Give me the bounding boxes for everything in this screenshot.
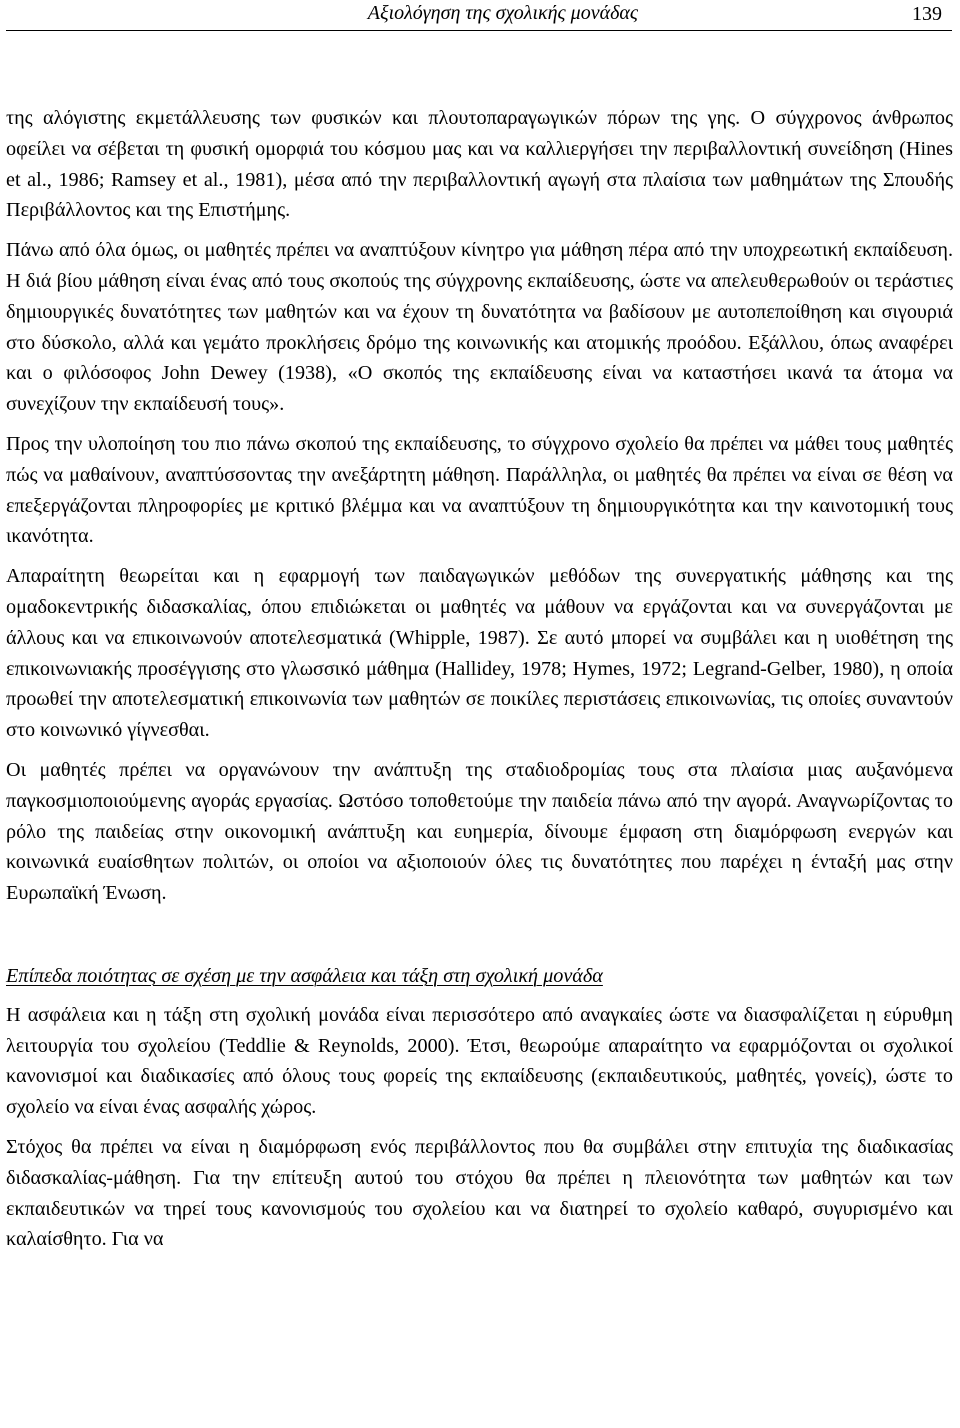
paragraph: της αλόγιστης εκμετάλλευσης των φυσικών και πλουτοπαραγωγικών πόρων της γης. Ο σύγχρονος άνθρωπος οφείλει να σέβεται τη φυσική ομορφιά του κόσμου μας και να καλλιεργήσει την περιβαλλοντική συνείδηση (Hines et al., 1986; Ramsey et al., 1981), μέσα από την περιβαλλοντική αγωγή στα πλαίσια των μαθημάτων της Σπουδής Περιβάλλοντος και της Επιστήμης. <box>6 107 953 222</box>
section-heading: Επίπεδα ποιότητας σε σχέση με την ασφάλεια και τάξη στη σχολική μονάδα <box>6 964 603 987</box>
paragraph: Προς την υλοποίηση του πιο πάνω σκοπού της εκπαίδευσης, το σύγχρονο σχολείο θα πρέπει να μάθει τους μαθητές πώς να μαθαίνουν, αναπτύσσοντας την ανεξάρτητη μάθηση. Παράλληλα, οι μαθητές θα πρέπει να είναι σε θέση να επεξεργάζονται πληροφορίες με κριτικό βλέμμα και να αναπτύξουν τη δημιουργικότητα και την καινοτομική τους ικανότητα. <box>6 432 953 548</box>
paragraph: Απαραίτητη θεωρείται και η εφαρμογή των παιδαγωγικών μεθόδων της συνεργατικής μάθησης και της ομαδοκεντρικής διδασκαλίας, όπου επιδιώκεται οι μαθητές να μάθουν να εργάζονται και να συνεργάζονται με άλλους και να επικοινωνούν αποτελεσματικά (Whipple, 1987). Σε αυτό μπορεί να συμβάλει και η υιοθέτηση της επικοινωνιακής προσέγγισης στο γλωσσικό μάθημα (Hallidey, 1978; Hymes, 1972; Legrand-Gelber, 1980), η οποία προωθεί την αποτελεσματική επικοινωνία των μαθητών σε ποικίλες περιστάσεις επικοινωνίας, τις οποίες συναντούν στο κοινωνικό γίγνεσθαι. <box>6 565 953 742</box>
paragraph: Πάνω από όλα όμως, οι μαθητές πρέπει να αναπτύξουν κίνητρο για μάθηση πέρα από την υποχρεωτική εκπαίδευση. Η διά βίου μάθηση είναι ένας από τους σκοπούς της σύγχρονης εκπαίδευσης, ώστε να απελευθερωθούν οι τεράστιες δημιουργικές δυνατότητες των μαθητών και να έχουν τη δυνατότητα να βαδίσουν με αυτοπεποίθηση και σιγουριά στο δύσκολο, αλλά και γεμάτο προκλήσεις δρόμο της κοινωνικής και ατομικής προόδου. Εξάλλου, όπως αναφέρει και ο φιλόσοφος John Dewey (1938), «Ο σκοπός της εκπαίδευσης είναι να καταστήσει ικανά τα άτομα να συνεχίζουν την εκπαίδευσή τους». <box>6 239 953 416</box>
paragraph: Η ασφάλεια και η τάξη στη σχολική μονάδα είναι περισσότερο από αναγκαίες ώστε να διασφαλίζεται η εύρυθμη λειτουργία του σχολείου (Teddlie & Reynolds, 2000). Έτσι, θεωρούμε απαραίτητο να εφαρμόζονται οι σχολικοί κανονισμοί και διαδικασίες από όλους τους φορείς της εκπαίδευσης (εκπαιδευτικούς, μαθητές, γονείς), ώστε το σχολείο να είναι ένας ασφαλής χώρος. <box>6 1003 953 1119</box>
running-header-title: Αξιολόγηση της σχολικής μονάδας <box>367 2 638 24</box>
page-number: 139 <box>912 3 942 25</box>
paragraph: Στόχος θα πρέπει να είναι η διαμόρφωση ενός περιβάλλοντος που θα συμβάλει στην επιτυχία της διαδικασίας διδασκαλίας-μάθηση. Για την επίτευξη αυτού του στόχου θα πρέπει η πλειονότητα των μαθητών και των εκπαιδευτικών να τηρεί τους κανονισμούς του σχολείου και να διατηρεί το σχολείο καθαρό, συγυρισμένο και καλαίσθητο. Για να <box>6 1135 953 1251</box>
running-header <box>6 0 952 31</box>
paragraph: Οι μαθητές πρέπει να οργανώνουν την ανάπτυξη της σταδιοδρομίας τους στα πλαίσια μιας αυξανόμενα παγκοσμιοποιούμενης αγοράς εργασίας. Ωστόσο τοποθετούμε την παιδεία πάνω από την αγορά. Αναγνωρίζοντας το ρόλο της παιδείας στην οικονομική ανάπτυξη και ευημερία, δίνουμε έμφαση στη διαμόρφωση ενεργών και κοινωνικά ευαίσθητων πολιτών, οι οποίοι να αξιοποιούν όλες τις δυνατότητες που παρέχει η ένταξή μας στην Ευρωπαϊκή Ένωση. <box>6 758 953 905</box>
body-text <box>6 103 953 1264</box>
